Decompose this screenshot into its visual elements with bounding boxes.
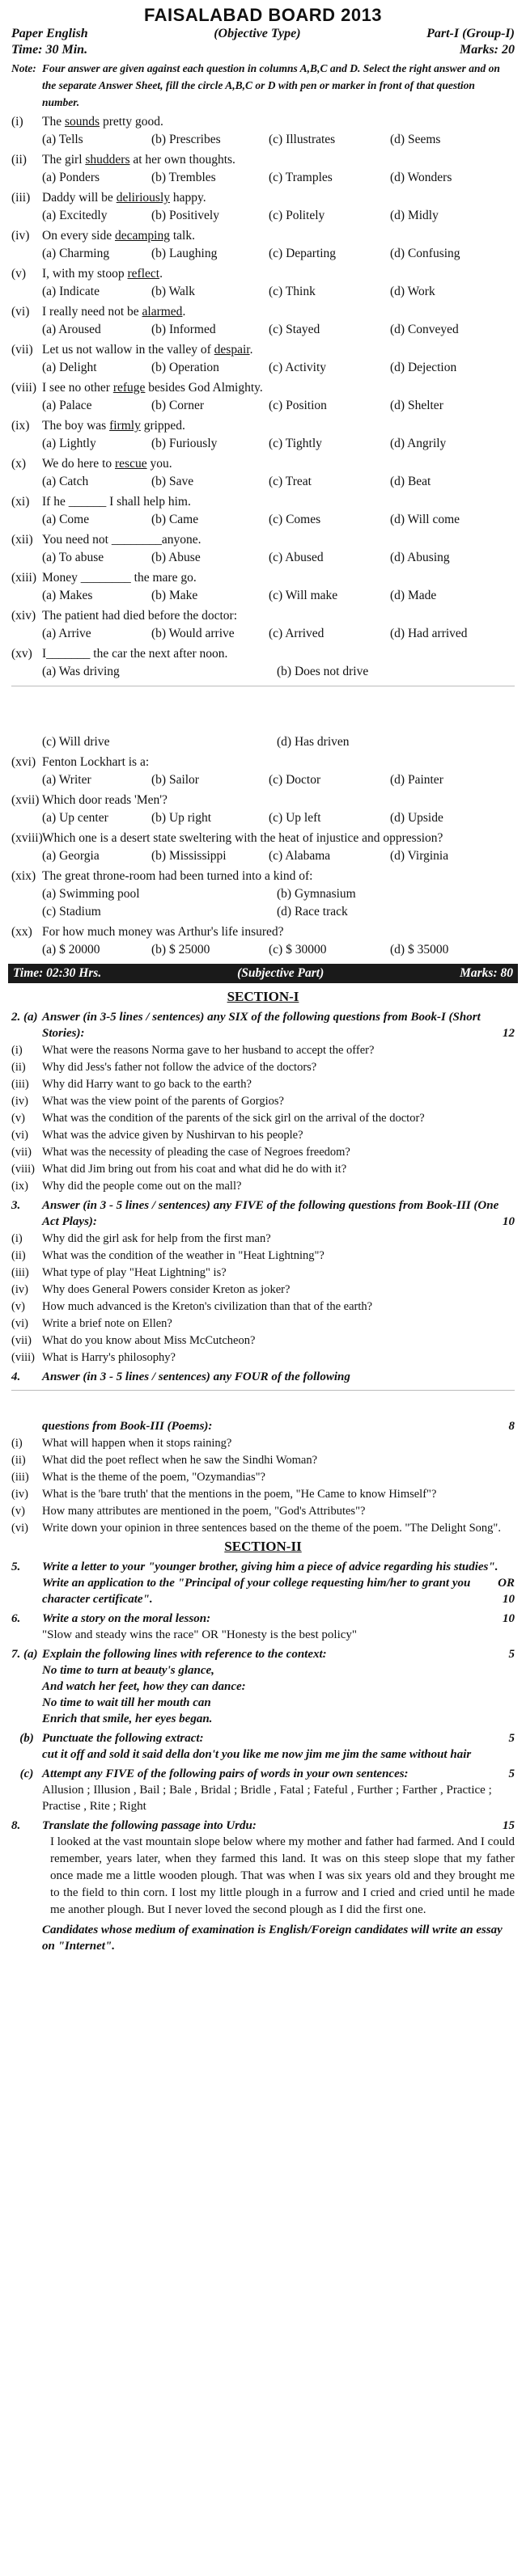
option: (c) Position (269, 399, 327, 412)
option: (c) Doctor (269, 773, 321, 787)
options-row (11, 131, 515, 149)
paper-type: (Objective Type) (214, 27, 301, 40)
option: (d) Midly (390, 209, 439, 222)
question-number: (xiv) (11, 609, 36, 623)
sub-question: (iv) What was the view point of the parents of Gorgios? (11, 1095, 284, 1108)
board-title: FAISALABAD BOARD 2013 (143, 5, 383, 25)
sub-question: (iv) What is the 'bare truth' that the mentions in the poem, "He Came to know Himself"? (11, 1488, 437, 1501)
question-8: 8. Translate the following passage into Urdu: 15 (11, 1819, 515, 1832)
subjective-bar (8, 964, 518, 983)
mcq-item-continued (11, 733, 515, 751)
section-heading: SECTION-I (227, 989, 299, 1004)
option: (a) Charming (42, 247, 110, 260)
question-number: (x) (11, 457, 27, 471)
options-row (11, 549, 515, 567)
mcq-item (11, 868, 515, 921)
option: (a) Delight (42, 361, 97, 374)
option: (c) Treat (269, 475, 312, 488)
question-number: (viii) (11, 381, 36, 395)
option: (c) Politely (269, 209, 325, 222)
question-heading: 3. Answer (in 3 - 5 lines / sentences) any FIVE of the following questions from Book-III (One Act Plays): 10 (11, 1199, 515, 1228)
option: (c) Comes (269, 513, 321, 526)
question-text: Let us not wallow in the valley of despair. (42, 343, 253, 357)
sub-question: (v) What was the condition of the parents of the sick girl on the arrival of the doctor? (11, 1112, 425, 1125)
question-text: Which one is a desert state sweltering with the heat of injustice and oppression? (42, 831, 443, 845)
option: (a) Come (42, 513, 90, 526)
option: (b) Up right (151, 811, 212, 825)
question-text: I really need not be alarmed. (42, 305, 186, 319)
instructions-note (11, 60, 515, 111)
option: (b) Positively (151, 209, 219, 222)
option: (a) Lightly (42, 437, 96, 450)
subjective-time: Time: 02:30 Hrs. (13, 966, 102, 980)
question-text: I, with my stoop reflect. (42, 267, 163, 281)
poem-line: No time to turn at beauty's glance, (42, 1664, 214, 1677)
time-allowed: Time: 30 Min. (11, 43, 88, 57)
option: (d) Shelter (390, 399, 443, 412)
mcq-item (11, 830, 515, 865)
poem-line: No time to wait till her mouth can (42, 1696, 211, 1709)
sub-question: (iii) What type of play "Heat Lightning" is? (11, 1266, 227, 1279)
total-marks: Marks: 20 (459, 43, 515, 57)
mcq-item (11, 341, 515, 377)
question-number: (iv) (11, 229, 30, 243)
mcq-item (11, 113, 515, 149)
option: (a) Indicate (42, 285, 100, 298)
paper-name: Paper English (11, 27, 88, 40)
poem-line: Enrich that smile, her eyes began. (42, 1712, 213, 1725)
question-7c: (c) Attempt any FIVE of the following pairs of words in your own sentences: 5 (19, 1767, 515, 1780)
question-text: If he ______ I shall help him. (42, 495, 191, 509)
option: (b) Does not drive (277, 665, 369, 678)
question-text: Daddy will be deliriously happy. (42, 191, 206, 205)
mcq-item (11, 493, 515, 529)
option: (d) Virginia (390, 849, 449, 863)
option: (d) Seems (390, 133, 441, 146)
options-row (11, 435, 515, 453)
header-row-2 (11, 42, 515, 58)
option: (a) Palace (42, 399, 92, 412)
question-number: (xix) (11, 869, 36, 883)
note-text: Four answer are given against each question in columns A,B,C and D. Select the right answer and on the separate Answer Sheet, fill the circle A,B,C or D with pen or marker in front of that question number. (42, 62, 500, 108)
sub-question: (ix) Why did the people come out on the mall? (11, 1180, 242, 1193)
option: (d) Wonders (390, 171, 452, 184)
question-number: (xviii) (11, 831, 43, 845)
question-heading: 4. Answer (in 3 - 5 lines / sentences) any FOUR of the following (11, 1370, 350, 1383)
question-number: (v) (11, 267, 27, 281)
mcq-item (11, 265, 515, 301)
option: (b) Trembles (151, 171, 216, 184)
mcq-item (11, 569, 515, 605)
option: (d) Made (390, 589, 437, 602)
question-text: I_______ the car the next after noon. (42, 647, 228, 661)
poem-lines (11, 1662, 515, 1727)
question-text: On every side decamping talk. (42, 229, 195, 243)
question-text: Which door reads 'Men'? (42, 793, 168, 807)
option: (b) Furiously (151, 437, 218, 450)
option: (c) Will make (269, 589, 338, 602)
poem-line: And watch her feet, how they can dance: (42, 1680, 246, 1693)
option: (b) Abuse (151, 551, 201, 564)
sub-question: (iii) Why did Harry want to go back to the earth? (11, 1078, 252, 1091)
question-text: You need not ________anyone. (42, 533, 201, 547)
sub-question: (ii) Why did Jess's father not follow the advice of the doctors? (11, 1061, 317, 1074)
options-row (11, 847, 515, 865)
option: (c) Departing (269, 247, 337, 260)
option: (d) Painter (390, 773, 443, 787)
option: (c) Arrived (269, 627, 325, 640)
question-number: (iii) (11, 191, 31, 205)
question-6: 6. Write a story on the moral lesson: 10 (11, 1612, 515, 1625)
option: (d) Upside (390, 811, 443, 825)
option: (d) Abusing (390, 551, 450, 564)
option: (b) Prescribes (151, 133, 221, 146)
question-list (11, 1043, 515, 1194)
option: (a) Excitedly (42, 209, 108, 222)
option: (a) Makes (42, 589, 93, 602)
mcq-item (11, 754, 515, 789)
sub-question: (vii) What do you know about Miss McCutcheon? (11, 1334, 256, 1347)
mcq-section (11, 113, 515, 643)
mcq-item (11, 151, 515, 187)
question-number: (xiii) (11, 571, 36, 585)
question-number: (xv) (11, 647, 32, 661)
paper-part: Part-I (Group-I) (426, 27, 515, 40)
question-heading-continued: questions from Book-III (Poems): 8 (42, 1420, 515, 1433)
question-text: Money ________ the mare go. (42, 571, 197, 585)
option: (d) Race track (277, 905, 348, 918)
footer-note: Candidates whose medium of examination is English/Foreign candidates will write an essay on "Internet". (42, 1924, 503, 1953)
page-break-gap (11, 1390, 515, 1415)
option: (c) Will drive (42, 735, 110, 749)
option: (b) Informed (151, 323, 216, 336)
sub-question: (iii) What is the theme of the poem, "Ozymandias"? (11, 1471, 265, 1484)
options-row (11, 169, 515, 187)
option: (d) Dejection (390, 361, 457, 374)
question-text: The girl shudders at her own thoughts. (42, 153, 235, 167)
options-row (11, 245, 515, 263)
options-row (11, 283, 515, 301)
question-text: We do here to rescue you. (42, 457, 172, 471)
option: (d) Angrily (390, 437, 447, 450)
question-text: The great throne-room had been turned into a kind of: (42, 869, 313, 883)
translation-passage: I looked at the vast mountain slope below where my mother and father had farmed. And I could remember, years later, when they farmed this land. It was on this steep slope that my father once made me a little wooden plough. That was when I was six years old and they brought me to the field to thin corn. I lost my little plough in a furrow and I cried and cried until he made me another plough. But I never loved the second plough as I did the first one. (50, 1835, 515, 1916)
sub-question: (vi) Write a brief note on Ellen? (11, 1317, 172, 1330)
question-number: (xx) (11, 925, 32, 939)
story-options: "Slow and steady wins the race" OR "Honesty is the best policy" (42, 1628, 358, 1641)
option: (a) Arrive (42, 627, 91, 640)
mcq-item (11, 417, 515, 453)
option: (b) Walk (151, 285, 195, 298)
word-pairs: Allusion ; Illusion , Bail ; Bale , Bridal ; Bridle , Fatal ; Fateful , Further ; Farther , Practice ; Practise , Rite ; Right (42, 1784, 492, 1813)
option: (d) Had arrived (390, 627, 468, 640)
mcq-item (11, 923, 515, 959)
option: (c) Tramples (269, 171, 333, 184)
mcq-item (11, 792, 515, 827)
option: (d) Conveyed (390, 323, 459, 336)
option: (b) Corner (151, 399, 204, 412)
option: (b) Laughing (151, 247, 218, 260)
options-row (11, 771, 515, 789)
option: (b) Save (151, 475, 194, 488)
option: (a) Swimming pool (42, 887, 140, 901)
exam-paper (11, 0, 515, 1954)
question-list (11, 1231, 515, 1366)
mcq-item (11, 607, 515, 643)
question-number: (i) (11, 115, 23, 129)
question-text: The sounds pretty good. (42, 115, 163, 129)
question-text: The patient had died before the doctor: (42, 609, 238, 623)
option: (c) Up left (269, 811, 321, 825)
option: (b) Would arrive (151, 627, 235, 640)
question-number: (xi) (11, 495, 30, 509)
subjective-marks: Marks: 80 (460, 966, 513, 980)
section-heading: SECTION-II (224, 1539, 302, 1554)
option: (b) Operation (151, 361, 219, 374)
question-text: The boy was firmly gripped. (42, 419, 185, 433)
mcq-item (11, 455, 515, 491)
option: (c) Activity (269, 361, 327, 374)
option: (a) Up center (42, 811, 108, 825)
mcq-item (11, 303, 515, 339)
options-row (11, 733, 515, 751)
sub-question: (viii) What is Harry's philosophy? (11, 1351, 176, 1364)
option: (b) Mississippi (151, 849, 227, 863)
option: (a) $ 20000 (42, 943, 100, 956)
option: (c) Think (269, 285, 316, 298)
question-number: (xvii) (11, 793, 40, 807)
option: (a) Georgia (42, 849, 100, 863)
options-row (11, 473, 515, 491)
mcq-item (11, 645, 515, 681)
question-number: (vi) (11, 305, 30, 319)
option: (a) To abuse (42, 551, 104, 564)
option: (d) Beat (390, 475, 431, 488)
option: (b) Sailor (151, 773, 199, 787)
option: (d) Will come (390, 513, 460, 526)
option: (a) Catch (42, 475, 89, 488)
option: (a) Writer (42, 773, 91, 787)
option: (c) Illustrates (269, 133, 336, 146)
sub-question: (iv) Why does General Powers consider Kreton as joker? (11, 1283, 291, 1296)
header-row-1 (11, 26, 515, 42)
options-row (11, 809, 515, 827)
options-row (11, 663, 515, 681)
punctuation-extract: cut it off and sold it said della don't you like me now jim me jim the same without hair (42, 1748, 472, 1761)
option: (d) Has driven (277, 735, 350, 749)
question-number: (ix) (11, 419, 30, 433)
sub-question: (vi) Write down your opinion in three sentences based on the theme of the poem. "The Delight Song". (11, 1522, 501, 1535)
option: (c) $ 30000 (269, 943, 327, 956)
sub-question: (v) How much advanced is the Kreton's civilization than that of the earth? (11, 1300, 373, 1313)
sub-question: (v) How many attributes are mentioned in the poem, "God's Attributes"? (11, 1505, 366, 1518)
option: (c) Stadium (42, 905, 101, 918)
options-row (11, 625, 515, 643)
question-5: 5. Write a letter to your "younger brother, giving him a piece of advice regarding his studies". OR Write an application to the "Principal of your college requesting him/her to grant you character certificate". 10 (11, 1560, 515, 1606)
sub-question: (i) What will happen when it stops raining? (11, 1437, 232, 1450)
question-heading: 2. (a) Answer (in 3-5 lines / sentences) any SIX of the following questions from Book-I (Short Stories): 12 (11, 1011, 515, 1040)
option: (d) $ 35000 (390, 943, 449, 956)
option: (c) Abused (269, 551, 324, 564)
question-text: For how much money was Arthur's life insured? (42, 925, 284, 939)
question-number: (ii) (11, 153, 27, 167)
question-7b: (b) Punctuate the following extract: 5 (19, 1732, 515, 1745)
sub-question: (vi) What was the advice given by Nushirvan to his people? (11, 1129, 303, 1142)
options-row (11, 397, 515, 415)
option: (b) Came (151, 513, 199, 526)
sub-question: (ii) What was the condition of the weather in "Heat Lightning"? (11, 1249, 325, 1262)
mcq-section (11, 754, 515, 865)
mcq-item (11, 189, 515, 225)
mcq-item (11, 227, 515, 263)
mcq-item (11, 379, 515, 415)
question-number: (xvi) (11, 755, 36, 769)
sub-question: (ii) What did the poet reflect when he saw the Sindhi Woman? (11, 1454, 318, 1467)
option: (a) Tells (42, 133, 83, 146)
options-row (11, 511, 515, 529)
question-text: Fenton Lockhart is a: (42, 755, 150, 769)
options-row (11, 359, 515, 377)
subjective-label: (Subjective Part) (237, 966, 325, 980)
mcq-item (11, 531, 515, 567)
option: (b) $ 25000 (151, 943, 210, 956)
sub-question: (i) What were the reasons Norma gave to her husband to accept the offer? (11, 1044, 375, 1057)
question-number: (vii) (11, 343, 33, 357)
sub-question: (viii) What did Jim bring out from his coat and what did he do with it? (11, 1163, 347, 1176)
question-7a: 7. (a) Explain the following lines with reference to the context: 5 (11, 1648, 515, 1661)
options-row (11, 321, 515, 339)
option: (b) Gymnasium (277, 887, 356, 901)
option: (d) Work (390, 285, 435, 298)
options-row (11, 207, 515, 225)
option: (c) Alabama (269, 849, 331, 863)
sub-question: (i) Why did the girl ask for help from the first man? (11, 1232, 271, 1245)
sub-question: (vii) What was the necessity of pleading the case of Negroes freedom? (11, 1146, 350, 1159)
note-label: Note: (11, 62, 36, 74)
option: (a) Ponders (42, 171, 100, 184)
question-text: I see no other refuge besides God Almighty. (42, 381, 263, 395)
option: (a) Was driving (42, 665, 120, 678)
option: (a) Aroused (42, 323, 101, 336)
page-break-gap (11, 686, 515, 733)
question-list (11, 1436, 515, 1536)
options-row (11, 587, 515, 605)
option: (c) Stayed (269, 323, 320, 336)
option: (c) Tightly (269, 437, 322, 450)
question-number: (xii) (11, 533, 33, 547)
option: (b) Make (151, 589, 198, 602)
option: (d) Confusing (390, 247, 460, 260)
